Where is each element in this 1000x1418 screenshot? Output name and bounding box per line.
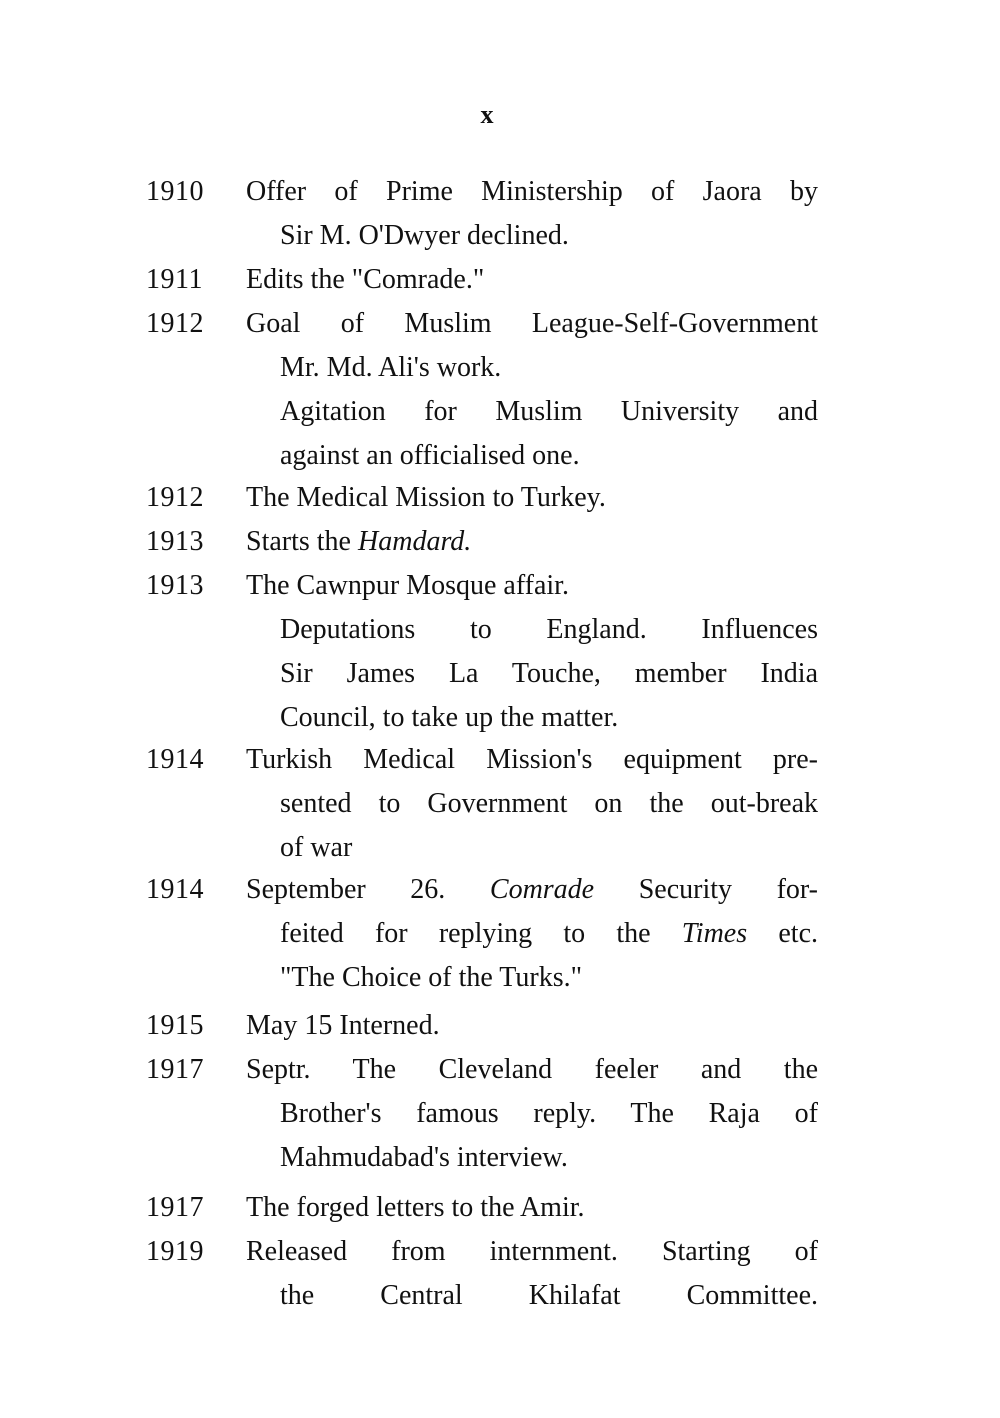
entry-year: 1912 [146, 482, 204, 513]
entry-line: Goal of Muslim League-Self-Government [246, 308, 818, 339]
entry-line: Sir M. O'Dwyer declined. [280, 220, 569, 251]
entry-text [246, 1186, 818, 1230]
entry-text [246, 520, 818, 564]
entry-line: Council, to take up the matter. [280, 702, 619, 733]
entry-line: "The Choice of the Turks." [280, 962, 583, 993]
entry-text-plain: Starts the [246, 526, 358, 557]
entry-line: The Medical Mission to Turkey. [246, 482, 606, 513]
entry-text-italic: Hamdard. [358, 526, 472, 557]
entry-text-plain: Security for- [594, 874, 818, 905]
entry-line: Mr. Md. Ali's work. [280, 352, 502, 383]
entry-line: May 15 Interned. [246, 1010, 440, 1041]
entry-text-italic: Times [681, 918, 748, 949]
entry-text [246, 1048, 818, 1180]
entry-text [246, 564, 818, 740]
entry-year: 1911 [146, 264, 203, 295]
entry-year: 1914 [146, 744, 204, 775]
entry-line: Deputations to England. Influences [280, 614, 818, 645]
entry-year: 1915 [146, 1010, 204, 1041]
entry-text [246, 476, 818, 520]
entry-line: Sir James La Touche, member India [280, 658, 818, 689]
entry-line: Turkish Medical Mission's equipment pre- [246, 744, 818, 775]
entry-line [246, 868, 818, 912]
entry-year: 1914 [146, 874, 204, 905]
entry-text-plain: etc. [747, 918, 818, 949]
entry-line [246, 912, 818, 956]
entry-line: The forged letters to the Amir. [246, 1192, 585, 1223]
entry-line: against an officialised one. [280, 440, 580, 471]
entry-year: 1917 [146, 1054, 204, 1085]
entry-text [246, 868, 818, 1000]
entry-year: 1910 [146, 176, 204, 207]
entry-year: 1919 [146, 1236, 204, 1267]
entry-line: Offer of Prime Ministership of Jaora by [246, 176, 818, 207]
entry-line: Edits the "Comrade." [246, 264, 485, 295]
entry-text [246, 258, 818, 302]
entry-text [246, 170, 818, 258]
entry-line: sented to Government on the out-break [280, 788, 818, 819]
entry-text-italic: Comrade [489, 874, 595, 905]
entry-line: Brother's famous reply. The Raja of [280, 1098, 818, 1129]
entry-line: Mahmudabad's interview. [280, 1142, 568, 1173]
entry-text-plain: feited for replying to the [280, 918, 682, 949]
entry-line: The Cawnpur Mosque affair. [246, 570, 569, 601]
entry-year: 1913 [146, 570, 204, 601]
entry-text-plain: September 26. [246, 874, 490, 905]
entry-text [246, 738, 818, 870]
entry-year: 1917 [146, 1192, 204, 1223]
entry-year: 1912 [146, 308, 204, 339]
entry-line [246, 520, 818, 564]
entry-year: 1913 [146, 526, 204, 557]
entry-line: Agitation for Muslim University and [280, 396, 818, 427]
page-number: x [480, 100, 495, 129]
entry-text [246, 302, 818, 478]
entry-line: Released from internment. Starting of [246, 1236, 818, 1267]
entry-text [246, 1004, 818, 1048]
entry-line: of war [280, 832, 353, 863]
entry-text [246, 1230, 818, 1318]
entry-line: Septr. The Cleveland feeler and the [246, 1054, 818, 1085]
entry-line: the Central Khilafat Committee. [280, 1280, 818, 1311]
